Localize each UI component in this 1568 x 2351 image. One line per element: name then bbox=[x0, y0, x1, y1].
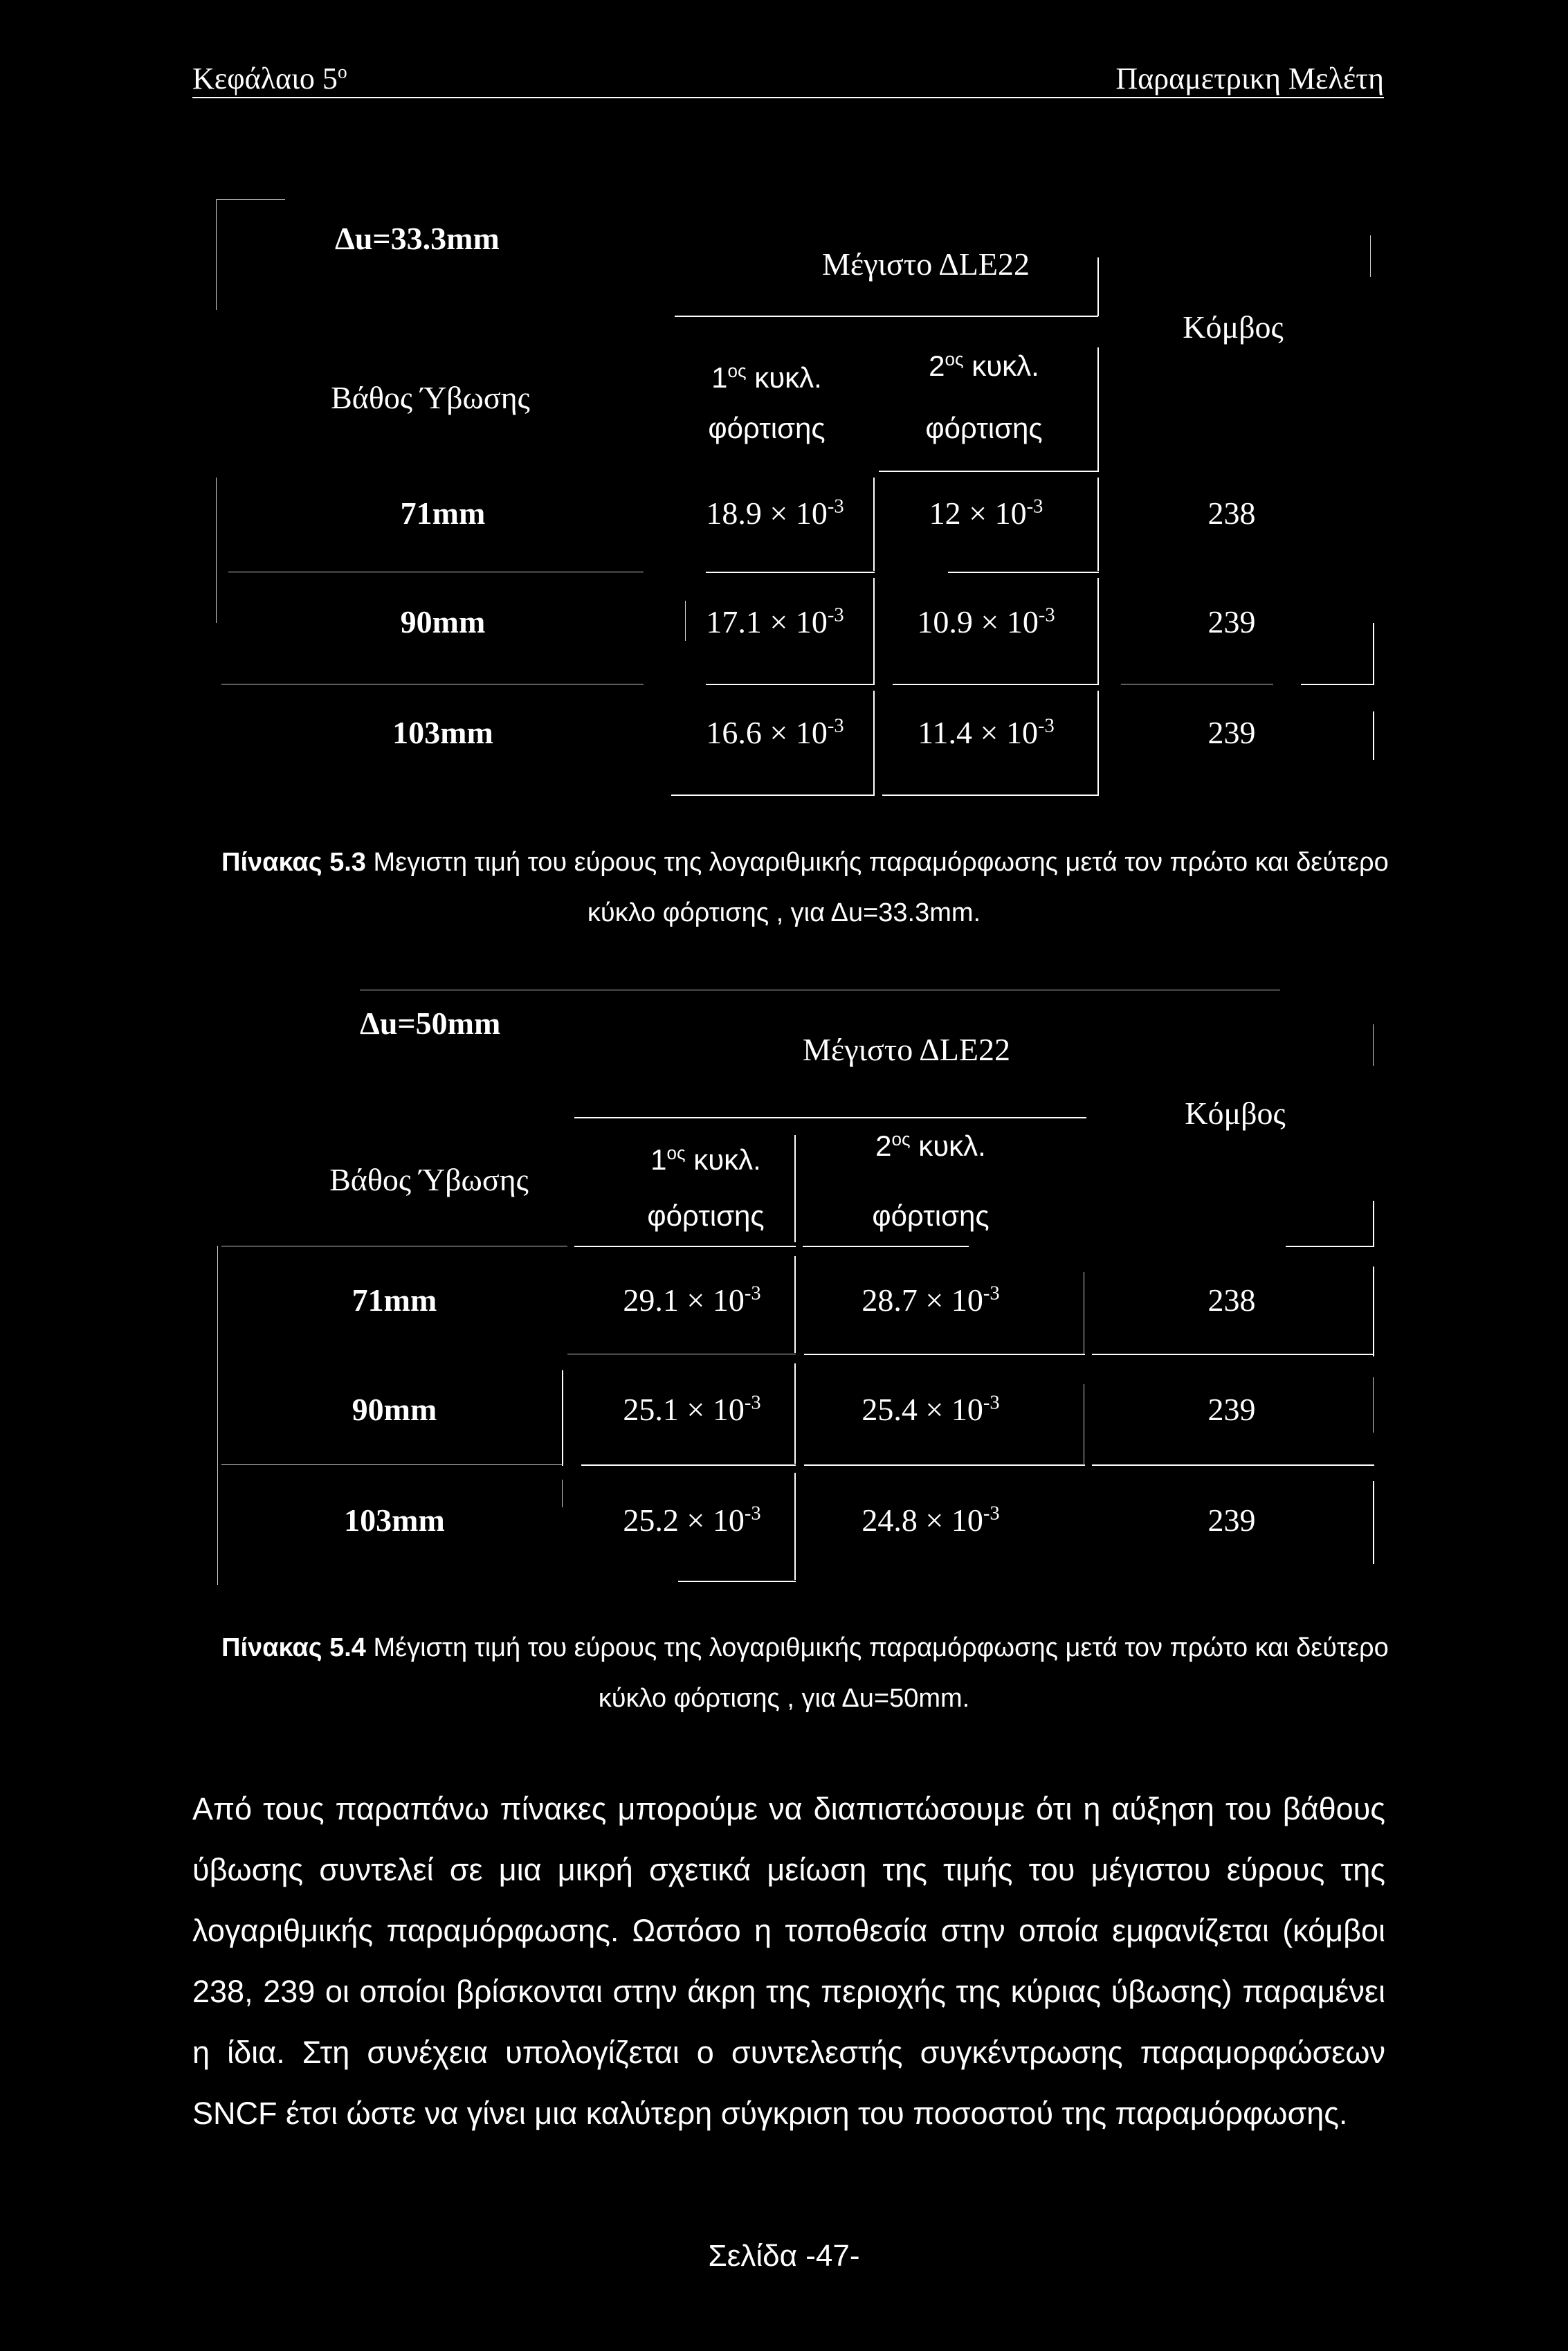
table-rule bbox=[706, 572, 875, 573]
body-paragraph: Από τους παραπάνω πίνακες μπορούμε να διαπιστώσουμε ότι η αύξηση του βάθους ύβωσης συντελεί σε μια μικρή σχετικά μείωση της τιμής του μέγιστου εύρους της λογαριθμικής παραμόρφωσης. Ωστόσο η τοποθεσία στην οποία εμφανίζεται (κόμβοι 238, 239 οι οποίοι βρίσκονται στην άκρη της περιοχής της κύριας ύβωσης) παραμένει η ίδια. Στη συνέχεια υπολογίζεται ο συντελεστής συγκέντρωσης παραμορφώσεων SNCF έτσι ώστε να γίνει μια καλύτερη σύγκριση του ποσοστού της παραμόρφωσης. bbox=[192, 1791, 1385, 2131]
node-header: Κόμβος bbox=[1185, 1096, 1286, 1131]
table-border bbox=[217, 1246, 218, 1585]
node-header: Κόμβος bbox=[1183, 309, 1284, 345]
row-node: 238 bbox=[1207, 496, 1256, 531]
table-rule bbox=[804, 1354, 1085, 1355]
caption-text: Μέγιστη τιμή του εύρους της λογαριθμικής παραμόρφωσης μετά τον πρώτο και δεύτερο bbox=[365, 1633, 1389, 1662]
row-node: 238 bbox=[1207, 1282, 1256, 1318]
table-border bbox=[1370, 235, 1371, 277]
row-value-cycle1: $25.1 \times 10^{-3}$ bbox=[623, 1392, 761, 1427]
table-rule bbox=[1092, 1464, 1374, 1466]
header-chapter: Κεφάλαιο $5^o$ bbox=[192, 61, 347, 96]
table-border bbox=[216, 199, 217, 310]
max-dle22-header: Μέγιστο ΔLE22 bbox=[822, 246, 1030, 282]
table-rule bbox=[1373, 1267, 1374, 1356]
row-node: 239 bbox=[1207, 1392, 1256, 1427]
row-value-cycle2: $12 \times 10^{-3}$ bbox=[929, 496, 1043, 531]
table-rule bbox=[574, 1117, 1086, 1118]
table-rule bbox=[675, 316, 1098, 317]
row-depth: 90mm bbox=[400, 604, 486, 639]
table-rule bbox=[873, 478, 875, 571]
row-depth: 103mm bbox=[392, 715, 493, 750]
header-section: Παραμετρικη Μελέτη bbox=[1115, 62, 1384, 96]
table-rule bbox=[882, 795, 1099, 796]
row-depth: 103mm bbox=[344, 1503, 445, 1538]
table-rule bbox=[1373, 1481, 1374, 1564]
table-rule bbox=[1373, 623, 1374, 685]
table-rule bbox=[879, 471, 1097, 472]
row-value-cycle2: $11.4 \times 10^{-3}$ bbox=[918, 715, 1055, 750]
table-rule bbox=[1097, 347, 1099, 472]
row-node: 239 bbox=[1207, 604, 1256, 639]
depth-header: Βάθος Ύβωσης bbox=[331, 380, 530, 415]
table-rule bbox=[1097, 257, 1099, 316]
caption-line2: κύκλο φόρτισης , για Δu=33.3mm. bbox=[587, 898, 981, 927]
cycle2-subheader: φόρτισης bbox=[925, 412, 1043, 444]
cycle1-header: $1^{o\varsigma}$ κυκλ. bbox=[711, 361, 822, 394]
table-border bbox=[216, 199, 285, 200]
table-rule bbox=[1097, 478, 1099, 571]
table-rule bbox=[581, 1464, 796, 1466]
cycle2-subheader: φόρτισης bbox=[872, 1199, 990, 1232]
caption-label: Πίνακας 5.4 bbox=[221, 1633, 366, 1662]
table-rule bbox=[706, 684, 875, 685]
cycle1-subheader: φόρτισης bbox=[647, 1199, 765, 1232]
table-rule bbox=[574, 1246, 796, 1247]
caption-label: Πίνακας 5.3 bbox=[221, 848, 366, 877]
table-rule bbox=[1373, 1201, 1374, 1246]
row-value-cycle1: $18.9 \times 10^{-3}$ bbox=[706, 496, 844, 531]
row-value-cycle2: $28.7 \times 10^{-3}$ bbox=[862, 1282, 1000, 1318]
du-label: Δu=50mm bbox=[360, 1006, 501, 1041]
row-node: 239 bbox=[1207, 1503, 1256, 1538]
header-rule bbox=[192, 97, 1384, 98]
row-depth: 71mm bbox=[400, 496, 486, 531]
row-depth: 71mm bbox=[352, 1282, 437, 1318]
table-rule bbox=[562, 1370, 563, 1466]
caption-line2: κύκλο φόρτισης , για Δu=50mm. bbox=[598, 1684, 970, 1713]
table-rule bbox=[893, 684, 1099, 685]
table-rule bbox=[794, 1473, 796, 1580]
table-rule bbox=[1373, 1377, 1374, 1433]
cycle2-header: $2^{o\varsigma}$ κυκλ. bbox=[929, 349, 1039, 382]
cycle2-header: $2^{o\varsigma}$ κυκλ. bbox=[875, 1129, 986, 1162]
table-rule bbox=[948, 572, 1099, 573]
table-border bbox=[216, 478, 217, 623]
row-value-cycle2: $10.9 \times 10^{-3}$ bbox=[917, 604, 1055, 639]
table-rule bbox=[1092, 1354, 1374, 1355]
table-rule bbox=[1097, 578, 1099, 685]
table-rule bbox=[671, 795, 875, 796]
table-rule bbox=[794, 1135, 796, 1242]
depth-header: Βάθος Ύβωσης bbox=[329, 1162, 529, 1197]
table-rule bbox=[221, 1464, 563, 1465]
du-label: Δu=33.3mm bbox=[335, 221, 500, 256]
table-rule bbox=[1373, 711, 1374, 760]
page-number: Σελίδα -47- bbox=[708, 2239, 860, 2273]
caption-text: Μεγιστη τιμή του εύρους της λογαριθμικής παραμόρφωσης μετά τον πρώτο και δεύτερο bbox=[365, 848, 1389, 877]
cycle1-header: $1^{o\varsigma}$ κυκλ. bbox=[650, 1143, 761, 1176]
table-rule bbox=[1097, 691, 1099, 795]
row-depth: 90mm bbox=[352, 1392, 437, 1427]
table-rule bbox=[1286, 1246, 1374, 1247]
max-dle22-header: Μέγιστο ΔLE22 bbox=[803, 1032, 1010, 1067]
table-rule bbox=[794, 1363, 796, 1464]
cycle1-subheader: φόρτισης bbox=[708, 412, 826, 444]
row-value-cycle1: $25.2 \times 10^{-3}$ bbox=[623, 1503, 761, 1538]
row-node: 239 bbox=[1207, 715, 1256, 750]
table-rule bbox=[803, 1246, 969, 1247]
row-value-cycle1: $17.1 \times 10^{-3}$ bbox=[706, 604, 844, 639]
row-value-cycle1: $29.1 \times 10^{-3}$ bbox=[623, 1282, 761, 1318]
table-border bbox=[1373, 1024, 1374, 1066]
table-rule bbox=[1301, 684, 1374, 685]
row-value-cycle2: $25.4 \times 10^{-3}$ bbox=[862, 1392, 1000, 1427]
table-rule bbox=[678, 1581, 796, 1582]
table-rule bbox=[873, 691, 875, 795]
table-rule bbox=[685, 601, 686, 641]
table-rule bbox=[873, 578, 875, 685]
row-value-cycle2: $24.8 \times 10^{-3}$ bbox=[862, 1503, 1000, 1538]
table-rule bbox=[804, 1464, 1085, 1466]
row-value-cycle1: $16.6 \times 10^{-3}$ bbox=[706, 715, 844, 750]
table-rule bbox=[794, 1256, 796, 1353]
table-rule bbox=[562, 1480, 563, 1507]
